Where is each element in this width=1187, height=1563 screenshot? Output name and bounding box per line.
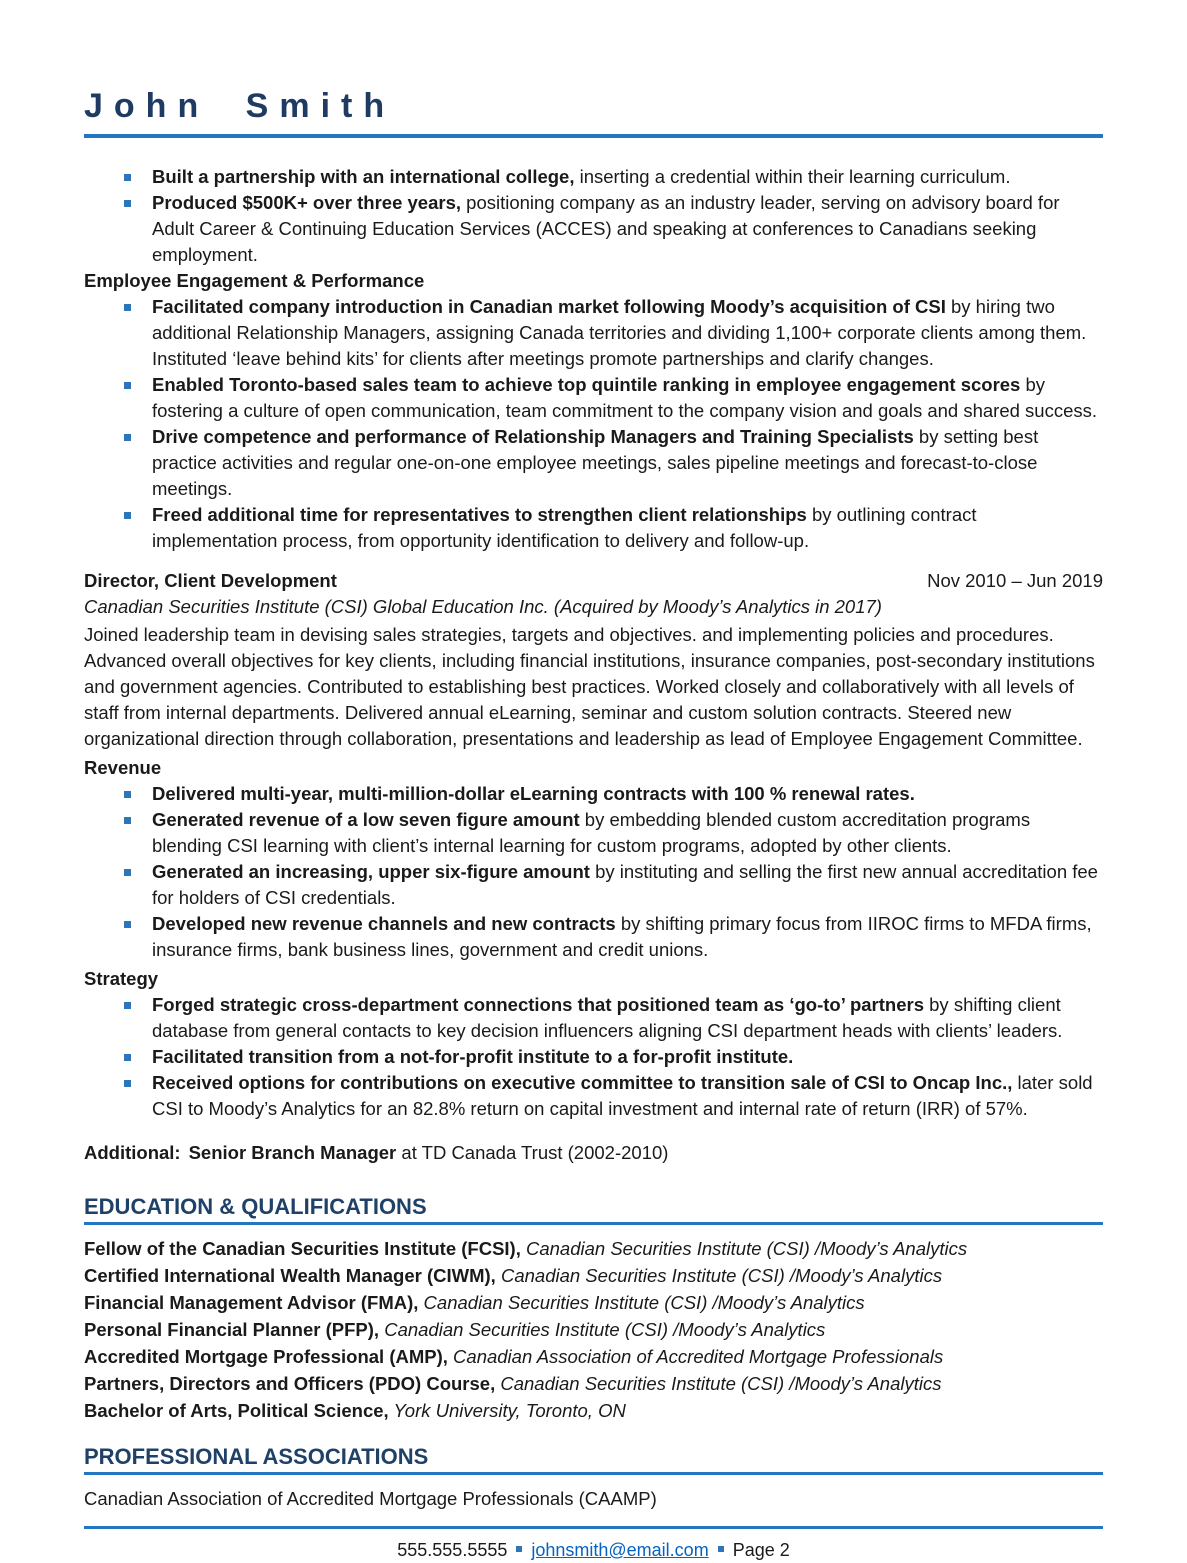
credential-name: Partners, Directors and Officers (PDO) Course, — [84, 1373, 496, 1394]
section-heading-education: EDUCATION & QUALIFICATIONS — [84, 1194, 427, 1219]
footer-email-link[interactable]: johnsmith@email.com — [531, 1540, 709, 1560]
additional-experience-line — [84, 1140, 1103, 1166]
job-summary: Joined leadership team in devising sales strategies, targets and objectives. and implementing policies and procedures. Advanced overall objectives for key clients, including financial institutions, insurance companies, post-secondary institutions and government agencies. Contributed to establishing best practices. Worked closely and collaboratively with all levels of staff from internal departments. Delivered annual eLearning, seminar and custom solution contracts. Steered new organizational direction through collaboration, presentations and leadership as lead of Employee Engagement Committee. — [84, 624, 1095, 749]
associations-rule — [84, 1472, 1103, 1475]
bullet-lead: Generated revenue of a low seven figure amount — [152, 809, 580, 830]
bullet-item — [84, 992, 1103, 1044]
bullet-square-icon — [124, 174, 131, 181]
bullet-lead: Facilitated transition from a not-for-profit institute to a for-profit institute. — [152, 1046, 794, 1067]
bullet-square-icon — [124, 1002, 131, 1009]
bullet-item — [84, 1070, 1103, 1122]
bullet-item — [84, 424, 1103, 502]
subheading-revenue: Revenue — [84, 757, 162, 778]
bullet-lead: Developed new revenue channels and new contracts — [152, 913, 616, 934]
bullet-lead: Enabled Toronto-based sales team to achieve top quintile ranking in employee engagement scores — [152, 374, 1021, 395]
bullet-rest: by fostering a culture of open communication, team commitment to the company vision and goals and shared success. — [152, 374, 1098, 421]
bullet-item — [84, 190, 1103, 268]
bullet-square-icon — [124, 382, 131, 389]
bullet-square-icon — [124, 512, 131, 519]
education-item — [84, 1316, 1103, 1343]
title-rule — [84, 134, 1103, 138]
engagement-bullet-list — [84, 294, 1103, 554]
bullet-lead: Drive competence and performance of Relationship Managers and Training Specialists — [152, 426, 914, 447]
subheading-strategy: Strategy — [84, 968, 159, 989]
bullet-item — [84, 1044, 1103, 1070]
bullet-item — [84, 807, 1103, 859]
bullet-rest: by hiring two additional Relationship Managers, assigning Canada territories and dividing 1,100+ corporate clients among them. Instituted ‘leave behind kits’ for clients after meetings promote partnerships and clarify changes. — [152, 296, 1087, 369]
bullet-lead: Received options for contributions on executive committee to transition sale of CSI to Oncap Inc., — [152, 1072, 1013, 1093]
additional-rest: at TD Canada Trust (2002-2010) — [396, 1142, 669, 1163]
education-rule — [84, 1222, 1103, 1225]
footer-phone: 555.555.5555 — [397, 1540, 508, 1560]
bullet-square-icon — [124, 1080, 131, 1087]
footer-page-number: Page 2 — [732, 1540, 790, 1560]
bullet-lead: Forged strategic cross-department connections that positioned team as ‘go-to’ partners — [152, 994, 924, 1015]
education-item — [84, 1370, 1103, 1397]
bullet-item — [84, 859, 1103, 911]
bullet-rest: by shifting primary focus from IIROC firms to MFDA firms, insurance firms, bank business lines, government and credit unions. — [152, 913, 1092, 960]
page-footer — [84, 1537, 1103, 1563]
separator-square-icon — [516, 1546, 522, 1552]
education-item — [84, 1343, 1103, 1370]
bullet-item — [84, 164, 1103, 190]
credential-org: Canadian Association of Accredited Mortgage Professionals — [447, 1346, 944, 1367]
credential-org: Canadian Securities Institute (CSI) /Moody’s Analytics — [379, 1319, 826, 1340]
bullet-square-icon — [124, 304, 131, 311]
credential-name: Accredited Mortgage Professional (AMP), — [84, 1346, 448, 1367]
credential-org: York University, Toronto, ON — [388, 1400, 626, 1421]
job-header — [84, 568, 1103, 594]
bullet-square-icon — [124, 817, 131, 824]
subheading-employee-engagement: Employee Engagement & Performance — [84, 270, 425, 291]
credential-name: Certified International Wealth Manager (CIWM), — [84, 1265, 496, 1286]
credential-name: Bachelor of Arts, Political Science, — [84, 1400, 389, 1421]
job-title: Director, Client Development — [84, 570, 337, 591]
credential-name: Fellow of the Canadian Securities Institute (FCSI), — [84, 1238, 521, 1259]
bullet-item — [84, 502, 1103, 554]
bullet-lead: Generated an increasing, upper six-figure amount — [152, 861, 590, 882]
bullet-square-icon — [124, 1054, 131, 1061]
bullet-square-icon — [124, 200, 131, 207]
education-item — [84, 1289, 1103, 1316]
bullet-square-icon — [124, 791, 131, 798]
bullet-lead: Delivered multi-year, multi-million-dollar eLearning contracts with 100 % renewal rates. — [152, 783, 915, 804]
credential-org: Canadian Securities Institute (CSI) /Moody’s Analytics — [495, 1265, 943, 1286]
bullet-lead: Produced $500K+ over three years, — [152, 192, 462, 213]
bullet-item — [84, 911, 1103, 963]
intro-bullet-list — [84, 164, 1103, 268]
education-item — [84, 1262, 1103, 1289]
education-item — [84, 1235, 1103, 1262]
revenue-bullet-list — [84, 781, 1103, 963]
bullet-item — [84, 372, 1103, 424]
bullet-rest: later sold CSI to Moody’s Analytics for an 82.8% return on capital investment and internal rate of return (IRR) of 57%. — [152, 1072, 1093, 1119]
bullet-rest: by instituting and selling the first new annual accreditation fee for holders of CSI credentials. — [152, 861, 1098, 908]
additional-role: Senior Branch Manager — [188, 1142, 397, 1163]
bullet-rest: by outlining contract implementation process, from opportunity identification to delivery and follow-up. — [152, 504, 977, 551]
page-title: John Smith — [84, 87, 396, 125]
bullet-square-icon — [124, 869, 131, 876]
bullet-lead: Freed additional time for representatives to strengthen client relationships — [152, 504, 807, 525]
education-list — [84, 1235, 1103, 1424]
bullet-square-icon — [124, 921, 131, 928]
bullet-lead: Facilitated company introduction in Canadian market following Moody’s acquisition of CSI — [152, 296, 946, 317]
additional-label: Additional: — [84, 1142, 181, 1163]
section-heading-associations: PROFESSIONAL ASSOCIATIONS — [84, 1444, 429, 1469]
bullet-rest: positioning company as an industry leader, serving on advisory board for Adult Career & Continuing Education Services (ACCES) and speaking at conferences to Canadians seeking employment. — [152, 192, 1060, 265]
credential-org: Canadian Securities Institute (CSI) /Moody’s Analytics — [495, 1373, 942, 1394]
bullet-rest: by embedding blended custom accreditation programs blending CSI learning with client’s internal learning for custom programs, adopted by other clients. — [152, 809, 1031, 856]
education-item — [84, 1397, 1103, 1424]
bullet-item — [84, 294, 1103, 372]
bullet-rest: inserting a credential within their learning curriculum. — [574, 166, 1011, 187]
credential-org: Canadian Securities Institute (CSI) /Moody’s Analytics — [418, 1292, 865, 1313]
company-line: Canadian Securities Institute (CSI) Global Education Inc. (Acquired by Moody’s Analytics in 2017) — [84, 596, 882, 617]
association-item: Canadian Association of Accredited Mortgage Professionals (CAAMP) — [84, 1488, 657, 1509]
job-dates: Nov 2010 – Jun 2019 — [927, 570, 1103, 591]
credential-name: Financial Management Advisor (FMA), — [84, 1292, 419, 1313]
separator-square-icon — [718, 1546, 724, 1552]
bullet-item — [84, 781, 1103, 807]
bullet-rest: by shifting client database from general contacts to key decision influencers aligning CSI department heads with clients’ leaders. — [152, 994, 1063, 1041]
credential-org: Canadian Securities Institute (CSI) /Moody’s Analytics — [520, 1238, 968, 1259]
footer-rule — [84, 1526, 1103, 1529]
credential-name: Personal Financial Planner (PFP), — [84, 1319, 380, 1340]
bullet-lead: Built a partnership with an international college, — [152, 166, 575, 187]
strategy-bullet-list — [84, 992, 1103, 1122]
bullet-rest: by setting best practice activities and regular one-on-one employee meetings, sales pipeline meetings and forecast-to-close meetings. — [152, 426, 1039, 499]
bullet-square-icon — [124, 434, 131, 441]
